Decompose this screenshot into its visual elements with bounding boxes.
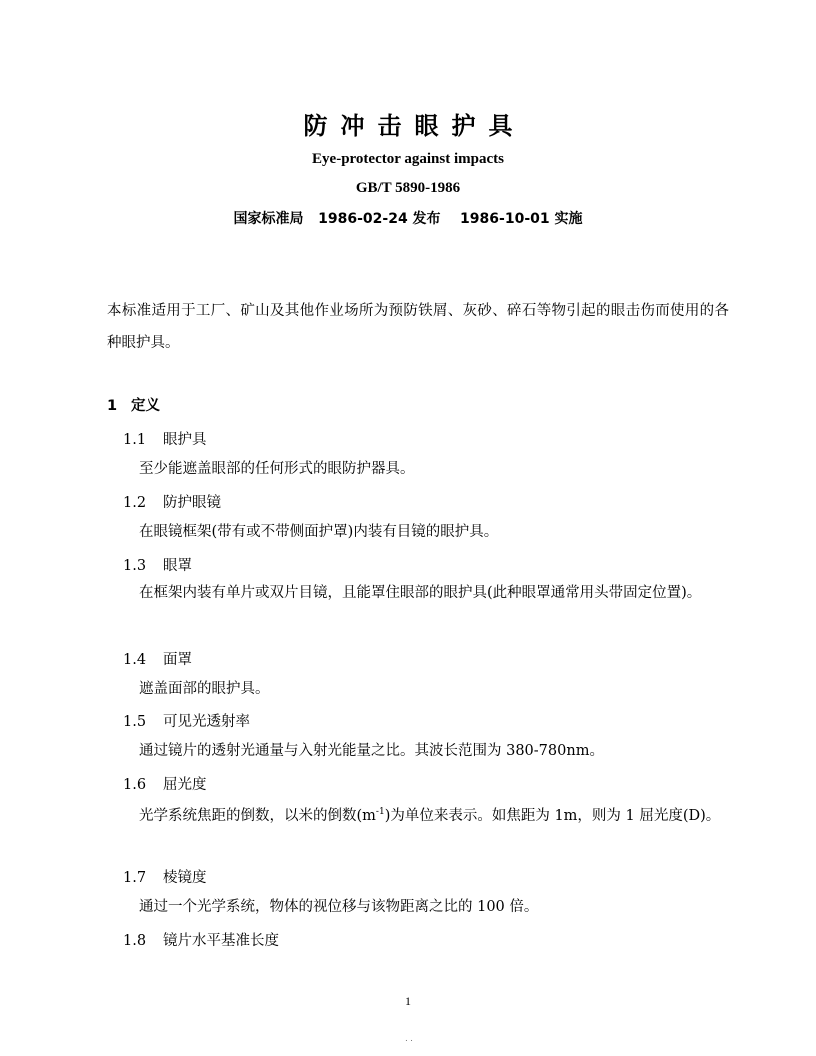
term-heading: [123, 866, 207, 887]
term-number: 1.8: [123, 933, 147, 949]
term-number: 1.6: [123, 777, 147, 793]
term-name: 面罩: [163, 652, 192, 668]
footer-mark: . .: [405, 1034, 413, 1043]
term-number: 1.2: [123, 495, 147, 511]
term-heading: [123, 491, 221, 512]
term-number: 1.7: [123, 870, 147, 886]
term-number: 1.3: [123, 558, 147, 574]
issue-info: 国家标准局 1986-02-24 发布 1986-10-01 实施: [233, 211, 583, 227]
term-name: 眼护具: [163, 432, 207, 448]
term-heading: [123, 428, 207, 449]
term-definition: [107, 796, 729, 832]
section-title: 定义: [131, 398, 160, 414]
term-number: 1.1: [123, 432, 147, 448]
term-definition: 遮盖面部的眼护具。: [139, 681, 270, 697]
term-heading: [123, 648, 192, 669]
standard-code: GB/T 5890-1986: [355, 180, 461, 196]
term-name: 屈光度: [163, 777, 207, 793]
term-heading: [123, 773, 207, 794]
section-heading: [107, 394, 160, 415]
term-heading: [123, 710, 250, 731]
term-number: 1.5: [123, 714, 147, 730]
term-heading: [123, 929, 279, 950]
term-name: 防护眼镜: [163, 495, 221, 511]
term-name: 眼罩: [163, 558, 192, 574]
definition-text: )为单位来表示。如焦距为 1m，则为 1 屈光度(D)。: [384, 807, 721, 824]
definition-text: 光学系统焦距的倒数，以米的倒数(m: [139, 807, 376, 824]
page-number: 1: [405, 994, 411, 1008]
term-definition: 通过一个光学系统，物体的视位移与该物距离之比的 100 倍。: [139, 899, 539, 915]
term-name: 可见光透射率: [163, 714, 250, 730]
term-definition: 在框架内装有单片或双片目镜，且能罩住眼部的眼护具(此种眼罩通常用头带固定位置)。: [139, 585, 702, 601]
superscript: -1: [375, 807, 385, 817]
english-title: Eye-protector against impacts: [312, 151, 504, 167]
term-number: 1.4: [123, 652, 147, 668]
term-definition: 通过镜片的透射光通量与入射光能量之比。其波长范围为 380-780nm。: [139, 743, 604, 759]
term-heading: [123, 554, 192, 575]
scope-paragraph: 本标准适用于工厂、矿山及其他作业场所为预防铁屑、灰砂、碎石等物引起的眼击伤而使用的各种眼护具。: [107, 303, 729, 351]
section-number: 1: [107, 398, 118, 414]
term-name: 棱镜度: [163, 870, 207, 886]
term-definition: 至少能遮盖眼部的任何形式的眼防护器具。: [139, 461, 415, 477]
term-name: 镜片水平基准长度: [163, 933, 279, 949]
document-title: 防冲击眼护具: [303, 112, 526, 140]
term-definition: 在眼镜框架(带有或不带侧面护罩)内装有目镜的眼护具。: [139, 524, 499, 540]
